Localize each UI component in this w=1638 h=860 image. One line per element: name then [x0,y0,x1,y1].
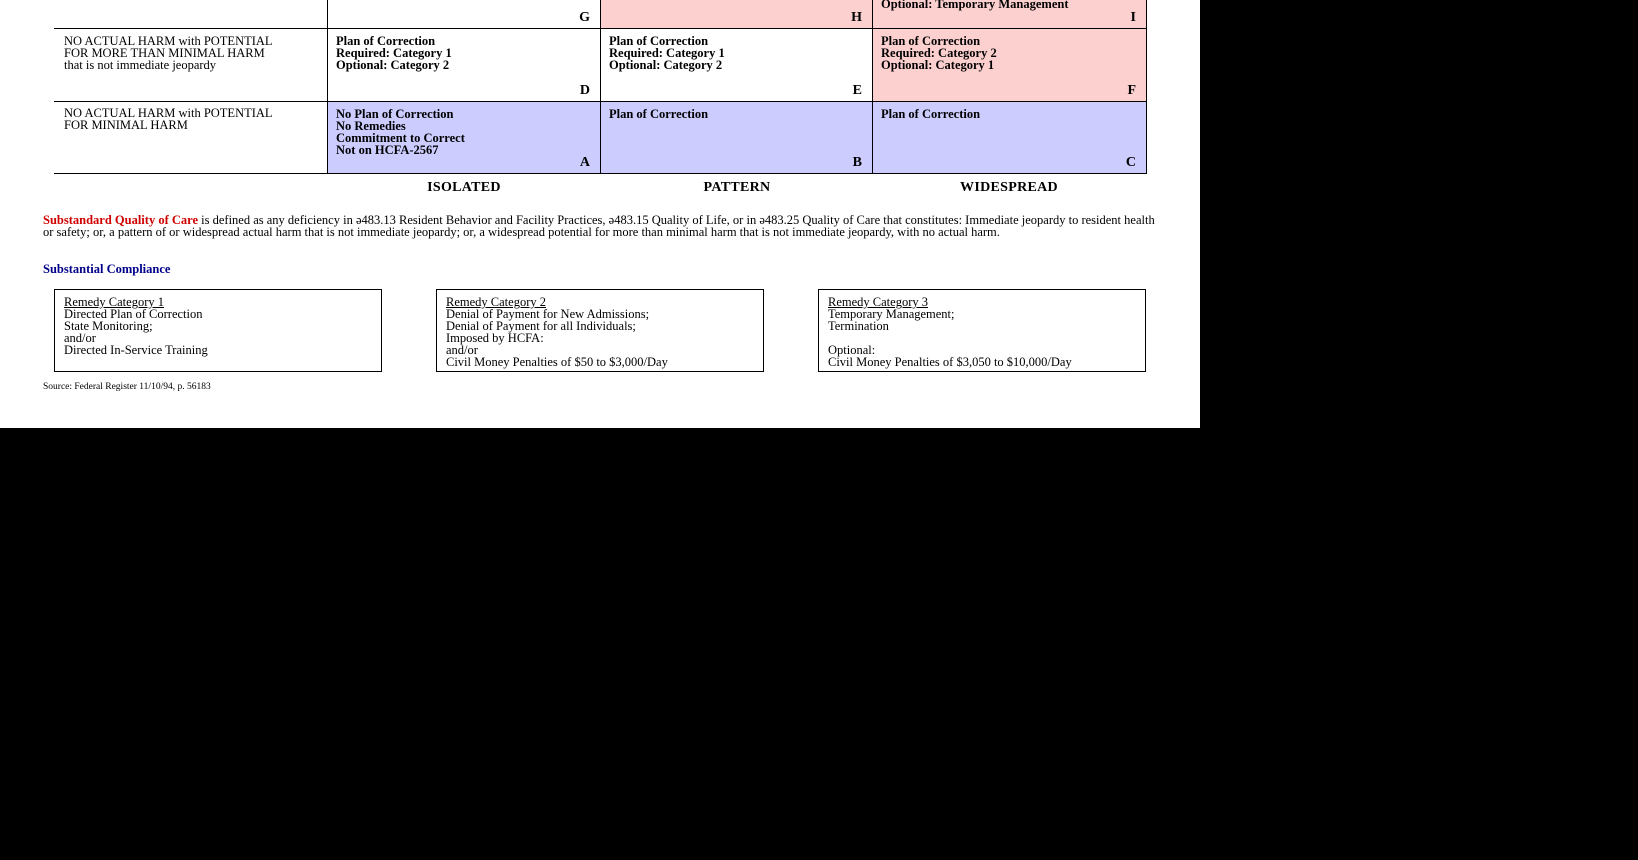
remedy-line: and/or [446,343,478,357]
row-label-line: NO ACTUAL HARM with POTENTIAL [64,106,273,120]
remedy-line-blank [828,332,1145,344]
row-label-line: FOR MINIMAL HARM [64,118,188,132]
cell-d-text [336,35,452,71]
remedy-line: Optional: [828,343,876,357]
cell-line: Plan of Correction [609,107,709,121]
cell-e-text [609,35,725,71]
remedy-line: Directed Plan of Correction [64,307,203,321]
remedy-line: State Monitoring; [64,319,153,333]
row-label-line: NO ACTUAL HARM with POTENTIAL [64,34,273,48]
cell-e [601,29,872,101]
cell-i-text: Optional: Temporary Management [881,0,1069,11]
remedy-box-category-1 [54,289,382,372]
cell-b-text [609,108,708,120]
cell-d [328,29,600,101]
cell-line: Optional: Category 2 [609,58,723,72]
cell-letter-b: B [852,155,862,170]
cell-letter-h: H [851,10,862,25]
row-label-line: that is not immediate jeopardy [64,58,217,72]
cell-c-text [881,108,980,120]
substandard-definition [43,214,1163,238]
remedy-line: Imposed by HCFA: [446,331,544,345]
cell-line: Required: Category 1 [609,46,725,60]
cell-line: Required: Category 1 [336,46,452,60]
cell-line: Plan of Correction [609,34,709,48]
cell-line: Plan of Correction [336,34,436,48]
remedy-title: Remedy Category 1 [64,295,164,309]
cell-line: Plan of Correction [881,107,981,121]
cell-letter-d: D [579,83,590,98]
cell-a-text [336,108,465,156]
remedy-line: and/or [64,331,96,345]
row-label-line: FOR MORE THAN MINIMAL HARM [64,46,265,60]
definition-body: is defined as any deficiency in ə483.13 Resident Behavior and Facility Practices, ə483.15 Quality of Life, or in ə483.25 Quality of Care that constitutes: Immediate jeopardy to resident health or safety; or, a pattern of or widespread actual harm that is not immediate jeopardy; or, a widespread potential for more than minimal harm that is not immediate jeopardy, with no actual harm. [43,213,1155,239]
row-label-potential-more-than-minimal [64,35,324,71]
remedy-line: Denial of Payment for New Admissions; [446,307,650,321]
remedy-line: Civil Money Penalties of $3,050 to $10,000/Day [828,355,1072,369]
cell-line: No Remedies [336,119,406,133]
grid-line-v4 [1146,0,1147,174]
cell-a [328,102,600,173]
document-page [0,0,1200,428]
column-header-widespread: WIDESPREAD [960,180,1058,195]
cell-line: Commitment to Correct [336,131,465,145]
source-citation: Source: Federal Register 11/10/94, p. 56183 [43,382,211,392]
cell-i [873,0,1146,28]
cell-line: Optional: Category 1 [881,58,995,72]
column-header-isolated: ISOLATED [427,180,501,195]
remedy-line: Termination [828,319,889,333]
cell-letter-i: I [1130,10,1136,25]
cell-letter-e: E [852,83,862,98]
column-header-pattern: PATTERN [703,180,771,195]
substantial-compliance-heading: Substantial Compliance [43,262,171,276]
cell-letter-c: C [1125,155,1136,170]
remedy-title: Remedy Category 2 [446,295,546,309]
cell-line: Optional: Category 2 [336,58,450,72]
cell-letter-g: G [579,10,590,25]
remedy-line: Directed In-Service Training [64,343,208,357]
cell-h [601,0,872,28]
remedy-line: Civil Money Penalties of $50 to $3,000/Day [446,355,668,369]
cell-letter-a: A [579,155,590,170]
remedy-line: Temporary Management; [828,307,955,321]
grid-line-h3 [54,173,1147,174]
remedy-title: Remedy Category 3 [828,295,928,309]
row-label-potential-minimal [64,107,324,131]
cell-line: Not on HCFA-2567 [336,143,439,157]
cell-line: No Plan of Correction [336,107,454,121]
remedy-line: Denial of Payment for all Individuals; [446,319,636,333]
cell-b [601,102,872,173]
cell-line: Required: Category 2 [881,46,997,60]
substandard-term: Substandard Quality of Care [43,213,199,227]
remedy-box-category-3 [818,289,1146,372]
cell-letter-f: F [1127,83,1136,98]
cell-line: Plan of Correction [881,34,981,48]
remedy-box-category-2 [436,289,764,372]
cell-g [328,0,600,28]
cell-f-text [881,35,997,71]
cell-f [873,29,1146,101]
cell-c [873,102,1146,173]
